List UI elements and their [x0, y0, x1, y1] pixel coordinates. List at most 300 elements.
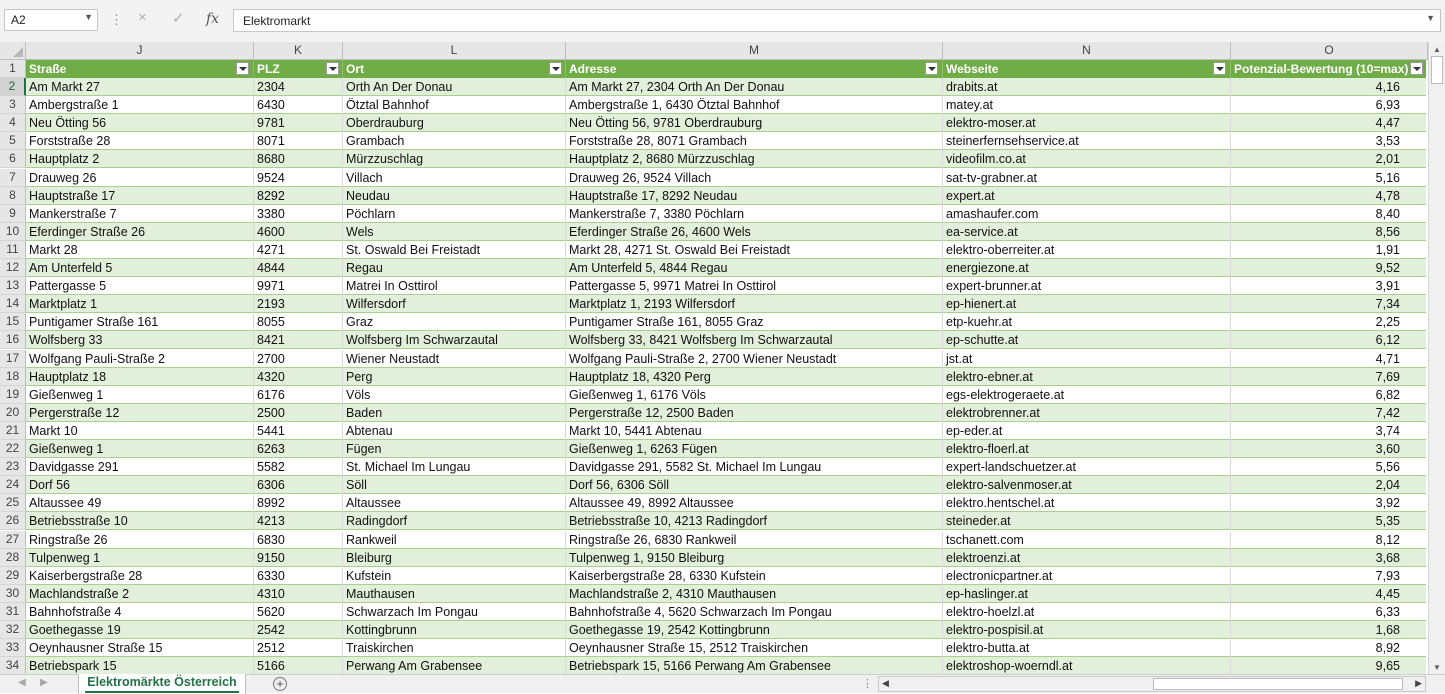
cell-webseite[interactable]: energiezone.at [946, 261, 1029, 275]
row-header[interactable]: 13 [0, 277, 26, 295]
gridline [253, 621, 254, 639]
cell-webseite[interactable]: videofilm.co.at [946, 152, 1026, 167]
cell-potenzial[interactable]: 9,65 [1375, 659, 1400, 674]
row-header[interactable]: 22 [0, 440, 26, 458]
row-header[interactable]: 29 [0, 567, 26, 585]
cell-adresse[interactable]: Gießenweg 1, 6176 Völs [569, 387, 706, 402]
cell-potenzial[interactable]: 6,82 [1375, 387, 1400, 402]
cell-plz[interactable]: 4271 [257, 242, 285, 257]
cell-potenzial[interactable]: 8,40 [1375, 206, 1400, 221]
cell-adresse[interactable]: Dorf 56, 6306 Söll [569, 478, 670, 493]
cell-webseite[interactable]: steinerfernsehservice.at [946, 134, 1079, 149]
formula-input-value: Elektromarkt [243, 14, 311, 28]
cell-plz[interactable]: 9971 [257, 279, 285, 294]
cell-webseite[interactable]: elektro-oberreiter.at [946, 242, 1055, 257]
cell-ort[interactable]: Neudau [346, 188, 390, 203]
gridline [1230, 458, 1231, 476]
table-row [26, 96, 1426, 114]
cell-ort[interactable]: Wiener Neustadt [346, 351, 440, 366]
cell-potenzial[interactable]: 3,53 [1375, 134, 1400, 149]
cell-potenzial[interactable]: 4,16 [1375, 80, 1400, 94]
next-sheet-icon[interactable]: ▶ [40, 677, 48, 688]
cell-ort[interactable]: Ötztal Bahnhof [346, 98, 429, 113]
cell-adresse[interactable]: Tulpenweg 1, 9150 Bleiburg [569, 550, 725, 565]
cell-strasse[interactable]: Hauptstraße 17 [29, 188, 116, 203]
cell-webseite[interactable]: electronicpartner.at [946, 568, 1053, 583]
row-header[interactable]: 31 [0, 603, 26, 621]
cell-strasse[interactable]: Betriebsstraße 10 [29, 514, 128, 529]
cell-strasse[interactable]: Mankerstraße 7 [29, 206, 117, 221]
cell-plz[interactable]: 8071 [257, 134, 285, 149]
cell-webseite[interactable]: jst.at [946, 351, 973, 366]
cell-plz[interactable]: 5166 [257, 659, 285, 674]
cell-adresse[interactable]: Betriebspark 15, 5166 Perwang Am Grabensee [569, 659, 831, 674]
cell-potenzial[interactable]: 3,68 [1375, 550, 1400, 565]
cell-webseite[interactable]: etp-kuehr.at [946, 315, 1013, 330]
column-header-k[interactable]: K [254, 42, 343, 60]
cell-strasse[interactable]: Puntigamer Straße 161 [29, 315, 159, 330]
cell-plz[interactable]: 2700 [257, 351, 285, 366]
cell-adresse[interactable]: Puntigamer Straße 161, 8055 Graz [569, 315, 764, 330]
cell-adresse[interactable]: Hauptstraße 17, 8292 Neudau [569, 188, 738, 203]
cell-webseite[interactable]: drabits.at [946, 80, 998, 94]
cell-potenzial[interactable]: 3,92 [1375, 496, 1400, 511]
cell-ort[interactable]: Rankweil [346, 532, 397, 547]
cell-plz[interactable]: 6430 [257, 98, 285, 113]
cell-strasse[interactable]: Marktplatz 1 [29, 297, 98, 312]
row-header[interactable]: 6 [0, 150, 26, 168]
cell-strasse[interactable]: Goethegasse 19 [29, 623, 121, 637]
cell-plz[interactable]: 4600 [257, 224, 285, 239]
cell-webseite[interactable]: elektro-pospisil.at [946, 623, 1044, 637]
gridline [565, 639, 566, 657]
cell-adresse[interactable]: Machlandstraße 2, 4310 Mauthausen [569, 586, 777, 601]
add-sheet-icon[interactable]: + [273, 677, 287, 691]
cell-plz[interactable]: 6830 [257, 532, 285, 547]
cell-strasse[interactable]: Am Markt 27 [29, 80, 100, 94]
cell-strasse[interactable]: Betriebspark 15 [29, 659, 117, 674]
gridline [253, 187, 254, 205]
cell-adresse[interactable]: Gießenweg 1, 6263 Fügen [569, 442, 718, 456]
cell-ort[interactable]: Matrei In Osttirol [346, 279, 438, 294]
header-cell-potenzial[interactable] [1231, 60, 1426, 78]
row-header[interactable]: 17 [0, 350, 26, 368]
cell-plz[interactable]: 5582 [257, 460, 285, 475]
cell-potenzial[interactable]: 4,47 [1375, 116, 1400, 131]
cell-webseite[interactable]: elektro.hentschel.at [946, 496, 1055, 511]
table-row [26, 114, 1426, 132]
cell-ort[interactable]: Fügen [346, 442, 382, 456]
row-header[interactable]: 1 [0, 60, 26, 78]
cell-adresse[interactable]: Am Unterfeld 5, 4844 Regau [569, 261, 728, 275]
cell-strasse[interactable]: Tulpenweg 1 [29, 550, 101, 565]
cell-strasse[interactable]: Hauptplatz 18 [29, 369, 107, 384]
cell-adresse[interactable]: Hauptplatz 2, 8680 Mürzzuschlag [569, 152, 755, 167]
cell-ort[interactable]: Perg [346, 369, 373, 384]
header-cell-webseite[interactable] [943, 60, 1231, 78]
row-header[interactable]: 7 [0, 169, 26, 187]
cell-strasse[interactable]: Ringstraße 26 [29, 532, 108, 547]
gridline [342, 78, 343, 96]
cell-strasse[interactable]: Kaiserbergstraße 28 [29, 568, 143, 583]
cell-strasse[interactable]: Machlandstraße 2 [29, 586, 130, 601]
cell-strasse[interactable]: Markt 28 [29, 242, 78, 257]
cell-webseite[interactable]: egs-elektrogeraete.at [946, 387, 1065, 402]
enter-icon[interactable]: ✓ [172, 10, 185, 27]
cell-strasse[interactable]: Am Unterfeld 5 [29, 261, 113, 275]
spreadsheet-grid[interactable] [0, 42, 1428, 674]
gridline [1230, 567, 1231, 585]
cell-plz[interactable]: 5620 [257, 604, 285, 619]
gridline [342, 295, 343, 313]
filter-dropdown-icon[interactable] [326, 62, 339, 75]
cell-potenzial[interactable]: 5,56 [1375, 460, 1400, 475]
cell-adresse[interactable]: Ringstraße 26, 6830 Rankweil [569, 532, 737, 547]
cell-plz[interactable]: 4844 [257, 261, 285, 275]
cell-potenzial[interactable]: 5,35 [1375, 514, 1400, 529]
cell-strasse[interactable]: Wolfgang Pauli-Straße 2 [29, 351, 165, 366]
row-header[interactable]: 12 [0, 259, 26, 277]
gridline [942, 621, 943, 639]
row-header[interactable]: 14 [0, 295, 26, 313]
column-header-l[interactable]: L [343, 42, 566, 60]
cell-potenzial[interactable]: 1,68 [1375, 623, 1400, 637]
cell-plz[interactable]: 9150 [257, 550, 285, 565]
cell-webseite[interactable]: elektrobrenner.at [946, 405, 1040, 420]
cell-adresse[interactable]: Am Markt 27, 2304 Orth An Der Donau [569, 80, 785, 94]
cell-plz[interactable]: 6330 [257, 568, 285, 583]
cell-plz[interactable]: 4310 [257, 586, 285, 601]
cell-ort[interactable]: Oberdrauburg [346, 116, 424, 131]
cell-strasse[interactable]: Neu Ötting 56 [29, 116, 107, 131]
cell-adresse[interactable]: Oeynhausner Straße 15, 2512 Traiskirchen [569, 641, 809, 656]
gridline [942, 350, 943, 368]
cell-ort[interactable]: Mürzzuschlag [346, 152, 424, 167]
cell-adresse[interactable]: Mankerstraße 7, 3380 Pöchlarn [569, 206, 745, 221]
cell-webseite[interactable]: steineder.at [946, 514, 1011, 529]
cell-webseite[interactable]: ep-haslinger.at [946, 586, 1029, 601]
cell-potenzial[interactable]: 4,78 [1375, 188, 1400, 203]
cell-adresse[interactable]: Davidgasse 291, 5582 St. Michael Im Lungau [569, 460, 822, 475]
cell-webseite[interactable]: ep-hienert.at [946, 297, 1017, 312]
cell-potenzial[interactable]: 6,12 [1375, 333, 1400, 348]
cell-potenzial[interactable]: 9,52 [1375, 261, 1400, 275]
cell-plz[interactable]: 8421 [257, 333, 285, 348]
row-header[interactable]: 9 [0, 205, 26, 223]
row-header[interactable]: 27 [0, 531, 26, 549]
cell-strasse[interactable]: Gießenweg 1 [29, 442, 104, 456]
cell-webseite[interactable]: expert.at [946, 188, 995, 203]
cell-potenzial[interactable]: 2,04 [1375, 478, 1400, 493]
column-header-j[interactable]: J [26, 42, 254, 60]
cell-plz[interactable]: 6306 [257, 478, 285, 493]
cell-potenzial[interactable]: 8,12 [1375, 532, 1400, 547]
row-header[interactable]: 3 [0, 96, 26, 114]
cell-adresse[interactable]: Drauweg 26, 9524 Villach [569, 170, 712, 185]
cell-ort[interactable]: Pöchlarn [346, 206, 396, 221]
cell-adresse[interactable]: Wolfgang Pauli-Straße 2, 2700 Wiener Neustadt [569, 351, 837, 366]
cell-ort[interactable]: Mauthausen [346, 586, 415, 601]
cell-plz[interactable]: 8680 [257, 152, 285, 167]
filter-dropdown-icon[interactable] [1213, 62, 1226, 75]
cell-plz[interactable]: 2542 [257, 623, 285, 637]
cell-plz[interactable]: 9781 [257, 116, 285, 131]
cell-webseite[interactable]: sat-tv-grabner.at [946, 170, 1038, 185]
row-header[interactable]: 16 [0, 331, 26, 349]
row-header[interactable]: 20 [0, 404, 26, 422]
cell-potenzial[interactable]: 8,92 [1375, 641, 1400, 656]
row-header[interactable]: 10 [0, 223, 26, 241]
cell-potenzial[interactable]: 6,93 [1375, 98, 1400, 113]
cell-webseite[interactable]: elektro-ebner.at [946, 369, 1033, 384]
cell-ort[interactable]: Regau [346, 261, 383, 275]
cell-potenzial[interactable]: 6,33 [1375, 604, 1400, 619]
filter-dropdown-icon[interactable] [1410, 62, 1423, 75]
row-header[interactable]: 24 [0, 476, 26, 494]
scroll-right-icon[interactable]: ▶ [1415, 678, 1422, 688]
cell-potenzial[interactable]: 1,91 [1375, 242, 1400, 257]
gridline [253, 512, 254, 530]
cell-potenzial[interactable]: 8,56 [1375, 224, 1400, 239]
cell-adresse[interactable]: Wolfsberg 33, 8421 Wolfsberg Im Schwarzautal [569, 333, 833, 348]
cell-ort[interactable]: St. Michael Im Lungau [346, 460, 471, 475]
gridline [342, 386, 343, 404]
cell-plz[interactable]: 2193 [257, 297, 285, 312]
row-header[interactable]: 15 [0, 313, 26, 331]
row-header[interactable]: 30 [0, 585, 26, 603]
cell-webseite[interactable]: elektro-salvenmoser.at [946, 478, 1072, 493]
cell-ort[interactable]: Graz [346, 315, 374, 330]
cell-potenzial[interactable]: 2,25 [1375, 315, 1400, 330]
cell-plz[interactable]: 3380 [257, 206, 285, 221]
row-header[interactable]: 5 [0, 132, 26, 150]
header-cell-adresse[interactable] [566, 60, 943, 78]
row-header[interactable]: 21 [0, 422, 26, 440]
cell-plz[interactable]: 4320 [257, 369, 285, 384]
cell-plz[interactable]: 8055 [257, 315, 285, 330]
gridline [942, 259, 943, 277]
cell-strasse[interactable]: Gießenweg 1 [29, 387, 104, 402]
cell-strasse[interactable]: Hauptplatz 2 [29, 152, 100, 167]
cell-ort[interactable]: Orth An Der Donau [346, 80, 453, 94]
name-box-dropdown-icon[interactable]: ▼ [84, 12, 93, 22]
cell-ort[interactable]: Kottingbrunn [346, 623, 417, 637]
cell-ort[interactable]: Abtenau [346, 423, 393, 438]
cell-potenzial[interactable]: 3,91 [1375, 279, 1400, 294]
row-header[interactable]: 4 [0, 114, 26, 132]
cell-plz[interactable]: 6176 [257, 387, 285, 402]
column-header-o[interactable]: O [1231, 42, 1428, 60]
gridline [342, 603, 343, 621]
cell-plz[interactable]: 4213 [257, 514, 285, 529]
scroll-down-icon[interactable]: ▼ [1433, 663, 1441, 672]
cell-strasse[interactable]: Drauweg 26 [29, 170, 97, 185]
row-header[interactable]: 2 [0, 78, 26, 96]
gridline [942, 458, 943, 476]
cell-adresse[interactable]: Kaiserbergstraße 28, 6330 Kufstein [569, 568, 766, 583]
cell-webseite[interactable]: ea-service.at [946, 224, 1018, 239]
filter-dropdown-icon[interactable] [236, 62, 249, 75]
cell-ort[interactable]: Wolfsberg Im Schwarzautal [346, 333, 498, 348]
row-header[interactable]: 34 [0, 657, 26, 674]
cell-webseite[interactable]: ep-eder.at [946, 423, 1003, 438]
cancel-icon[interactable]: × [138, 9, 147, 26]
tab-split-handle-icon[interactable]: ⋮ [862, 678, 873, 690]
cell-ort[interactable]: Villach [346, 170, 383, 185]
cell-ort[interactable]: Perwang Am Grabensee [346, 659, 483, 674]
cell-potenzial[interactable]: 4,71 [1375, 351, 1400, 366]
gridline [1230, 422, 1231, 440]
row-header[interactable]: 33 [0, 639, 26, 657]
header-cell-plz[interactable] [254, 60, 343, 78]
cell-ort[interactable]: Kufstein [346, 568, 392, 583]
row-header[interactable]: 28 [0, 549, 26, 567]
cell-webseite[interactable]: elektro-moser.at [946, 116, 1036, 131]
cell-webseite[interactable]: matey.at [946, 98, 994, 113]
cell-ort[interactable]: Baden [346, 405, 383, 420]
column-header-n[interactable]: N [943, 42, 1231, 60]
cell-adresse[interactable]: Pattergasse 5, 9971 Matrei In Osttirol [569, 279, 777, 294]
name-box[interactable] [4, 9, 98, 31]
row-header[interactable]: 25 [0, 494, 26, 512]
gridline [565, 241, 566, 259]
scroll-left-icon[interactable]: ◀ [882, 678, 889, 688]
cell-strasse[interactable]: Dorf 56 [29, 478, 70, 493]
formula-input[interactable] [233, 9, 1441, 32]
cell-strasse[interactable]: Altaussee 49 [29, 496, 102, 511]
cell-webseite[interactable]: elektroenzi.at [946, 550, 1021, 565]
cell-potenzial[interactable]: 5,16 [1375, 170, 1400, 185]
cell-plz[interactable]: 9524 [257, 170, 285, 185]
cell-strasse[interactable]: Pergerstraße 12 [29, 405, 120, 420]
select-all-corner[interactable] [0, 42, 26, 60]
cell-potenzial[interactable]: 2,01 [1375, 152, 1400, 167]
cell-strasse[interactable]: Bahnhofstraße 4 [29, 604, 122, 619]
cell-potenzial[interactable]: 3,60 [1375, 442, 1400, 456]
cell-adresse[interactable]: Betriebsstraße 10, 4213 Radingdorf [569, 514, 768, 529]
cell-strasse[interactable]: Oeynhausner Straße 15 [29, 641, 163, 656]
cell-plz[interactable]: 2304 [257, 80, 285, 94]
cell-potenzial[interactable]: 7,42 [1375, 405, 1400, 420]
cell-adresse[interactable]: Neu Ötting 56, 9781 Oberdrauburg [569, 116, 763, 131]
cell-strasse[interactable]: Pattergasse 5 [29, 279, 107, 294]
gridline [342, 476, 343, 494]
cell-adresse[interactable]: Bahnhofstraße 4, 5620 Schwarzach Im Pongau [569, 604, 832, 619]
vertical-scrollbar[interactable] [1428, 42, 1445, 674]
gridline [942, 96, 943, 114]
cell-potenzial[interactable]: 7,34 [1375, 297, 1400, 312]
cell-plz[interactable]: 2500 [257, 405, 285, 420]
cell-strasse[interactable]: Wolfsberg 33 [29, 333, 103, 348]
cell-adresse[interactable]: Markt 10, 5441 Abtenau [569, 423, 702, 438]
cell-potenzial[interactable]: 3,74 [1375, 423, 1400, 438]
scroll-up-icon[interactable]: ▲ [1433, 45, 1441, 54]
cell-strasse[interactable]: Davidgasse 291 [29, 460, 119, 475]
cell-adresse[interactable]: Forststraße 28, 8071 Grambach [569, 134, 747, 149]
cell-webseite[interactable]: elektro-hoelzl.at [946, 604, 1035, 619]
cell-webseite[interactable]: elektro-butta.at [946, 641, 1030, 656]
table-row [26, 512, 1426, 530]
horizontal-scrollbar[interactable] [878, 676, 1426, 692]
gridline [253, 350, 254, 368]
filter-dropdown-icon[interactable] [925, 62, 938, 75]
cell-strasse[interactable]: Eferdinger Straße 26 [29, 224, 146, 239]
cell-ort[interactable]: Grambach [346, 134, 405, 149]
cell-adresse[interactable]: Marktplatz 1, 2193 Wilfersdorf [569, 297, 736, 312]
cell-potenzial[interactable]: 7,69 [1375, 369, 1400, 384]
cell-ort[interactable]: Radingdorf [346, 514, 408, 529]
cell-adresse[interactable]: Altaussee 49, 8992 Altaussee [569, 496, 734, 511]
row-header[interactable]: 23 [0, 458, 26, 476]
gridline [253, 114, 254, 132]
cell-adresse[interactable]: Markt 28, 4271 St. Oswald Bei Freistadt [569, 242, 790, 257]
row-header[interactable]: 8 [0, 187, 26, 205]
cell-ort[interactable]: Schwarzach Im Pongau [346, 604, 479, 619]
header-cell-strasse[interactable] [26, 60, 254, 78]
cell-potenzial[interactable]: 4,45 [1375, 586, 1400, 601]
row-header[interactable]: 32 [0, 621, 26, 639]
cell-adresse[interactable]: Eferdinger Straße 26, 4600 Wels [569, 224, 751, 239]
cell-potenzial[interactable]: 7,93 [1375, 568, 1400, 583]
cell-adresse[interactable]: Ambergstraße 1, 6430 Ötztal Bahnhof [569, 98, 780, 113]
cell-ort[interactable]: Wilfersdorf [346, 297, 406, 312]
cell-ort[interactable]: St. Oswald Bei Freistadt [346, 242, 481, 257]
cell-strasse[interactable]: Ambergstraße 1 [29, 98, 119, 113]
cell-plz[interactable]: 6263 [257, 442, 285, 456]
cell-plz[interactable]: 8992 [257, 496, 285, 511]
expand-formula-bar-icon[interactable]: ▼ [1426, 13, 1435, 23]
prev-sheet-icon[interactable]: ◀ [18, 677, 26, 688]
cell-webseite[interactable]: tschanett.com [946, 532, 1024, 547]
cell-plz[interactable]: 8292 [257, 188, 285, 203]
horizontal-scroll-thumb[interactable] [1153, 678, 1403, 690]
cell-strasse[interactable]: Markt 10 [29, 423, 78, 438]
cell-plz[interactable]: 2512 [257, 641, 285, 656]
cell-adresse[interactable]: Goethegasse 19, 2542 Kottingbrunn [569, 623, 770, 637]
cell-plz[interactable]: 5441 [257, 423, 285, 438]
cell-ort[interactable]: Völs [346, 387, 371, 402]
row-header[interactable]: 11 [0, 241, 26, 259]
cell-webseite[interactable]: expert-brunner.at [946, 279, 1042, 294]
table-row [26, 639, 1426, 657]
column-header-m[interactable]: M [566, 42, 943, 60]
insert-function-icon[interactable]: fx [206, 11, 220, 27]
cell-ort[interactable]: Bleiburg [346, 550, 392, 565]
gridline [253, 78, 254, 96]
cell-ort[interactable]: Söll [346, 478, 367, 493]
cell-adresse[interactable]: Hauptplatz 18, 4320 Perg [569, 369, 711, 384]
cell-webseite[interactable]: ep-schutte.at [946, 333, 1019, 348]
cell-strasse[interactable]: Forststraße 28 [29, 134, 111, 149]
gridline [1230, 512, 1231, 530]
cell-webseite[interactable]: amashaufer.com [946, 206, 1039, 221]
filter-dropdown-icon[interactable] [549, 62, 562, 75]
cell-webseite[interactable]: elektro-floerl.at [946, 442, 1029, 456]
cell-ort[interactable]: Altaussee [346, 496, 401, 511]
row-header[interactable]: 18 [0, 368, 26, 386]
sheet-tab-active[interactable]: Elektromärkte Österreich [78, 674, 246, 694]
header-cell-ort[interactable] [343, 60, 566, 78]
vertical-scroll-thumb[interactable] [1431, 56, 1443, 84]
cell-ort[interactable]: Traiskirchen [346, 641, 414, 656]
cell-ort[interactable]: Wels [346, 224, 374, 239]
cell-adresse[interactable]: Pergerstraße 12, 2500 Baden [569, 405, 734, 420]
cell-webseite[interactable]: expert-landschuetzer.at [946, 460, 1076, 475]
row-header[interactable]: 26 [0, 512, 26, 530]
table-row [26, 241, 1426, 259]
row-header[interactable]: 19 [0, 386, 26, 404]
cell-webseite[interactable]: elektroshop-woerndl.at [946, 659, 1073, 674]
